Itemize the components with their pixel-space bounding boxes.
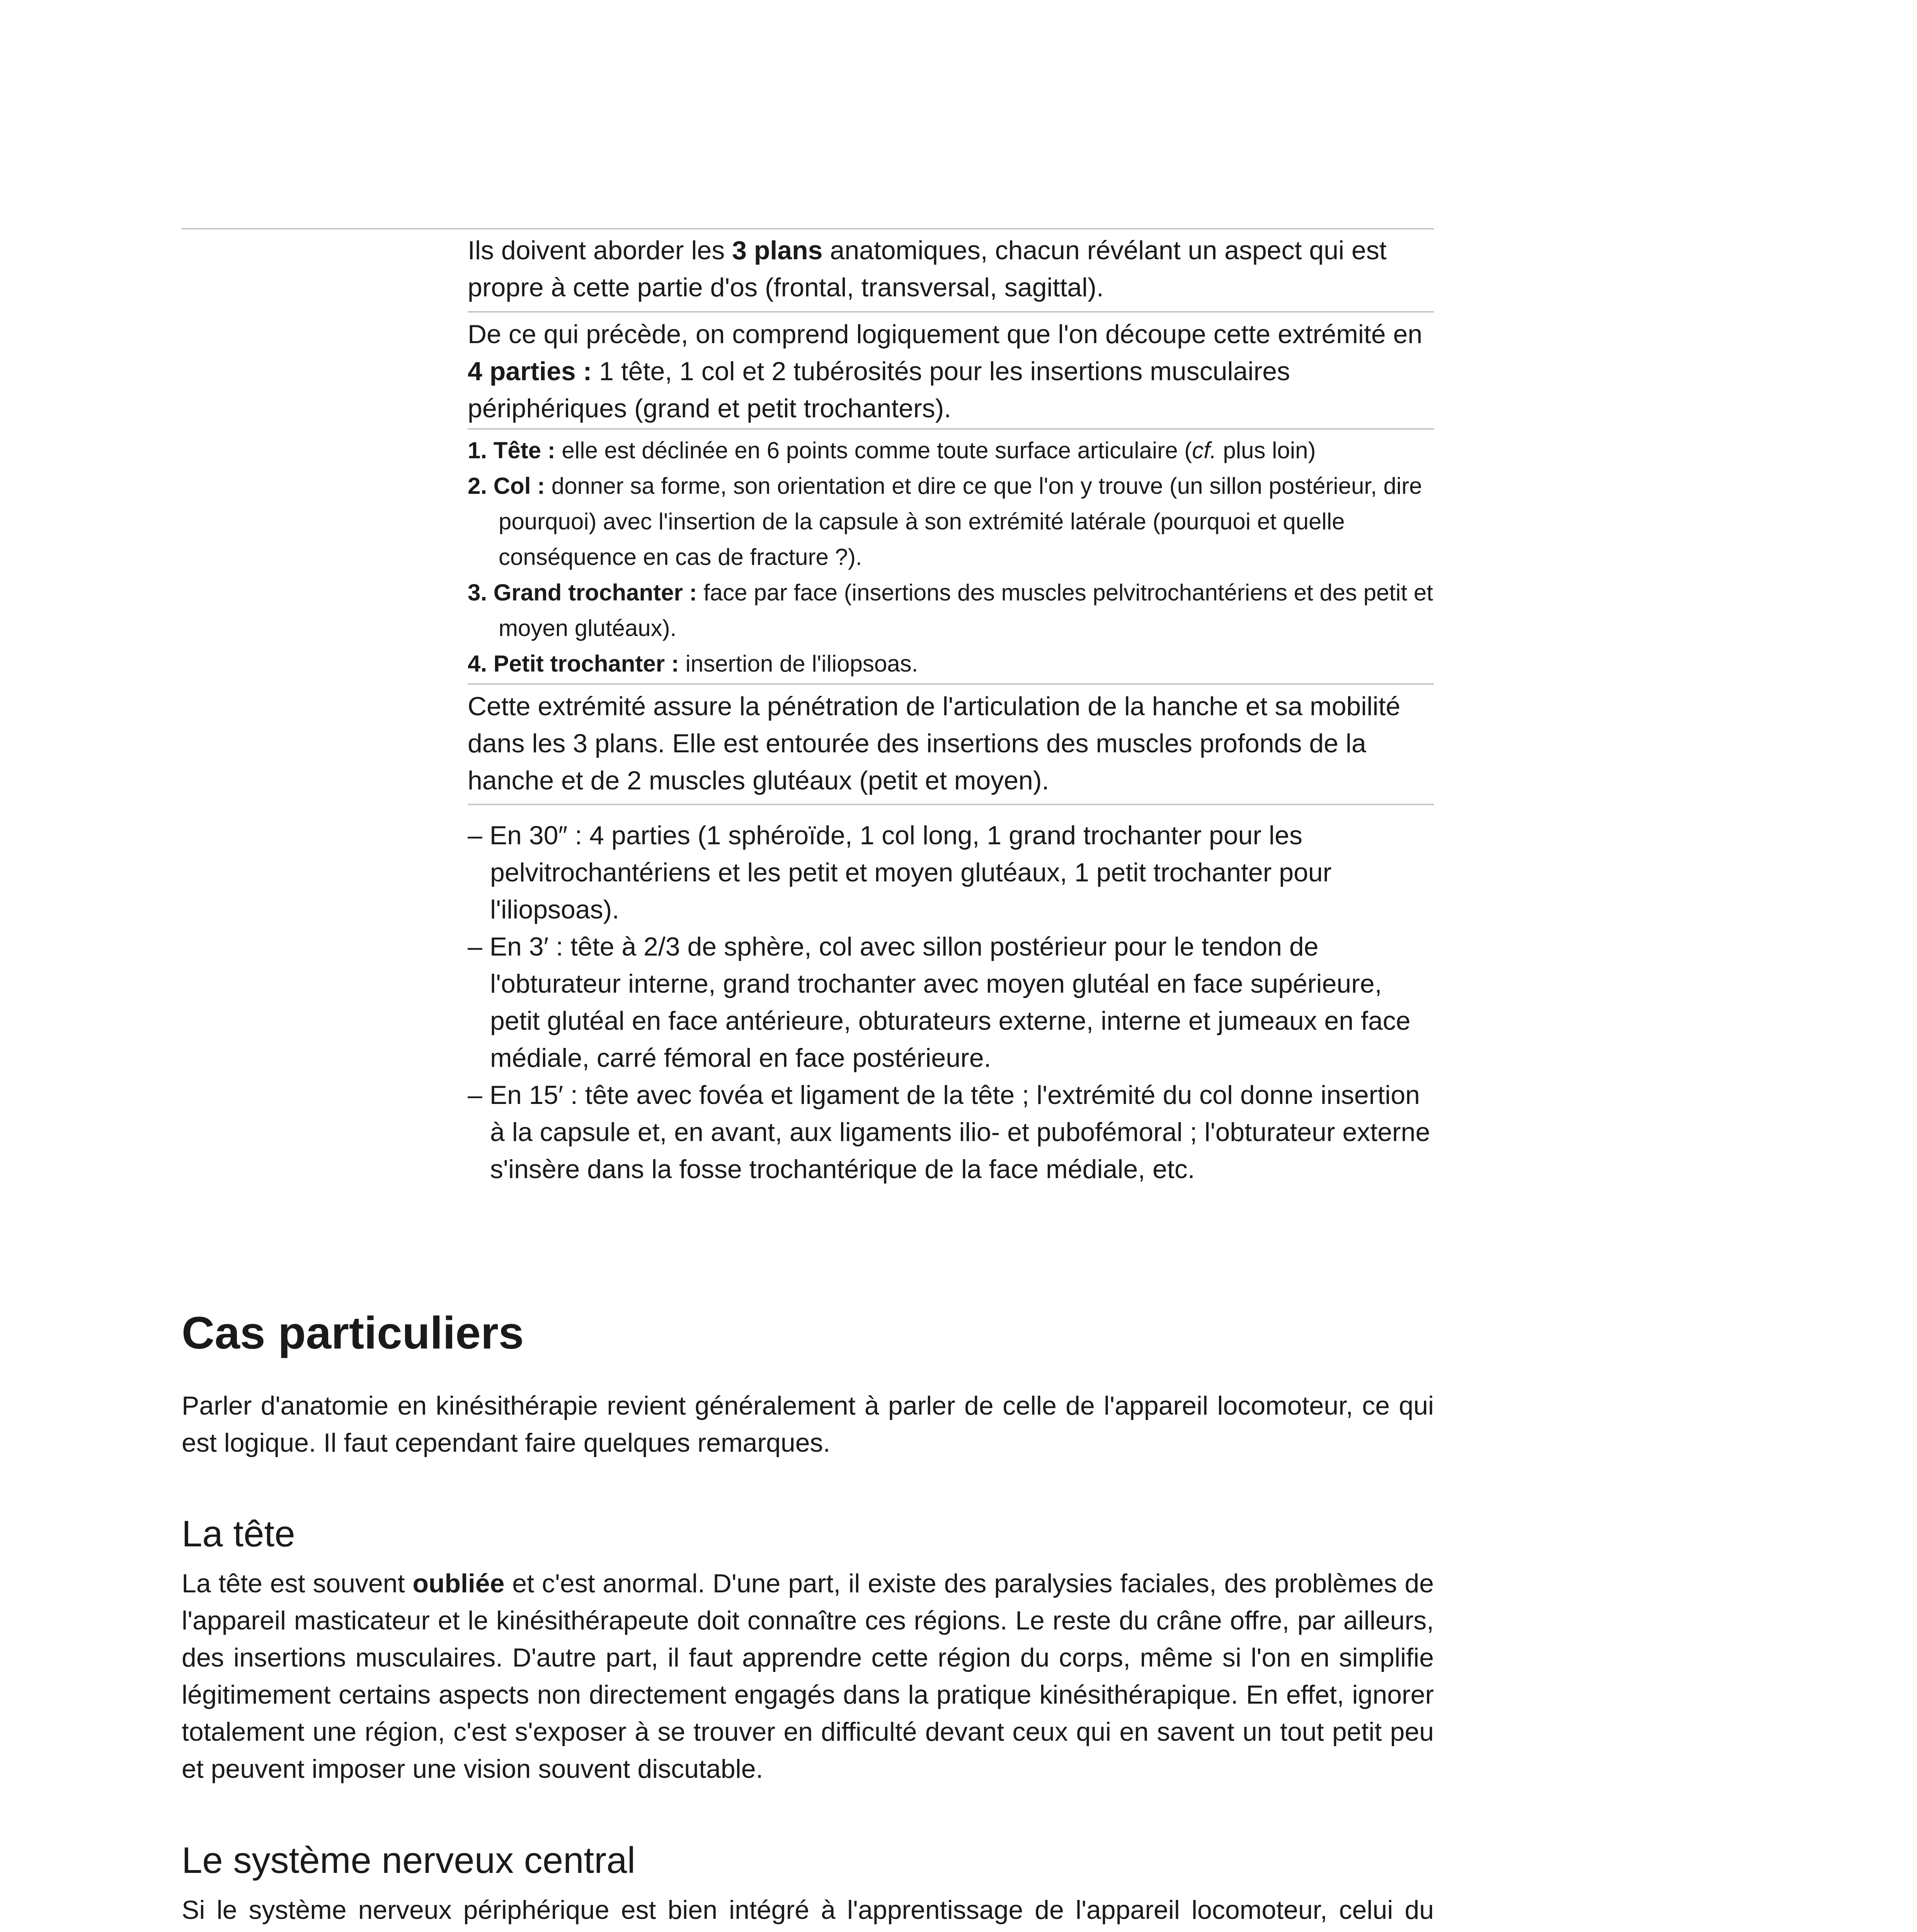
section-title: Cas particuliers xyxy=(182,1308,524,1359)
table-row-role xyxy=(468,683,1434,799)
section-intro: Parler d'anatomie en kinésithérapie revient généralement à parler de celle de l'appareil locomoteur, ce qui est logique. Il faut cependant faire quelques remarques. xyxy=(182,1391,1434,1458)
heading-snc: Le système nerveux central xyxy=(182,1840,635,1881)
list-item-grand-trochanter: 3. Grand trochanter : face par face (insertions des muscles pelvitrochantériens et des petit et moyen glutéaux). xyxy=(468,580,1433,641)
list-item-15m: – En 15′ : tête avec fovéa et ligament de la tête ; l'extrémité du col donne insertion à la capsule et, en avant, aux ligaments ilio- et pubofémoral ; l'obturateur externe s'insère dans la fosse trochantérique de la face médiale, etc. xyxy=(468,1080,1430,1184)
list-item-col: 2. Col : donner sa forme, son orientation et dire ce que l'on y trouve (un sillon postérieur, dire pourquoi) avec l'insertion de la capsule à son extrémité latérale (pourquoi et quelle conséquence en cas de fracture ?). xyxy=(468,473,1422,570)
table-row-plans xyxy=(468,232,1434,306)
table-row-parties xyxy=(468,311,1434,427)
paragraph-snc: Si le système nerveux périphérique est bien intégré à l'apprentissage de l'appareil locomoteur, celui du xyxy=(182,1895,1434,1925)
list-item-petit-trochanter: 4. Petit trochanter : insertion de l'iliopsoas. xyxy=(468,651,918,677)
row-role-text: Cette extrémité assure la pénétration de l'articulation de la hanche et sa mobilité dans les 3 plans. Elle est entourée des insertions des muscles profonds de la hanche et de 2 muscles glutéaux (petit et moyen). xyxy=(468,692,1401,795)
table-row-timed-list xyxy=(468,804,1434,1188)
table-top-rule xyxy=(182,228,1434,230)
table-row-numbered-list xyxy=(468,428,1434,682)
paragraph-tete: La tête est souvent oubliée et c'est anormal. D'une part, il existe des paralysies faciales, des problèmes de l'appareil masticateur et le kinésithérapeute doit connaître ces régions. Le reste du crâne offre, par ailleurs, des insertions musculaires. D'autre part, il faut apprendre cette région du corps, même si l'on en simplifie légitimement certains aspects non directement engagés dans la pratique kinésithérapique. En effet, ignorer totalement une région, c'est s'exposer à se trouver en difficulté devant ceux qui en savent un tout petit peu et peuvent imposer une vision souvent discutable. xyxy=(182,1569,1434,1784)
row-parties-text: De ce qui précède, on comprend logiquement que l'on découpe cette extrémité en 4 parties : 1 tête, 1 col et 2 tubérosités pour les insertions musculaires périphériques (grand et petit trochanters). xyxy=(468,320,1423,423)
list-item-tete: 1. Tête : elle est déclinée en 6 points comme toute surface articulaire (cf. plus loin) xyxy=(468,437,1316,463)
list-item-3m: – En 3′ : tête à 2/3 de sphère, col avec sillon postérieur pour le tendon de l'obturateur interne, grand trochanter avec moyen glutéal en face supérieure, petit glutéal en face antérieure, obturateurs externe, interne et jumeaux en face médiale, carré fémoral en face postérieure. xyxy=(468,932,1411,1073)
list-item-30s: – En 30″ : 4 parties (1 sphéroïde, 1 col long, 1 grand trochanter pour les pelvitrochantériens et les petit et moyen glutéaux, 1 petit trochanter pour l'iliopsoas). xyxy=(468,821,1332,924)
heading-tete: La tête xyxy=(182,1513,295,1554)
row-plans-text: Ils doivent aborder les 3 plans anatomiques, chacun révélant un aspect qui est propre à cette partie d'os (frontal, transversal, sagittal). xyxy=(468,236,1387,302)
